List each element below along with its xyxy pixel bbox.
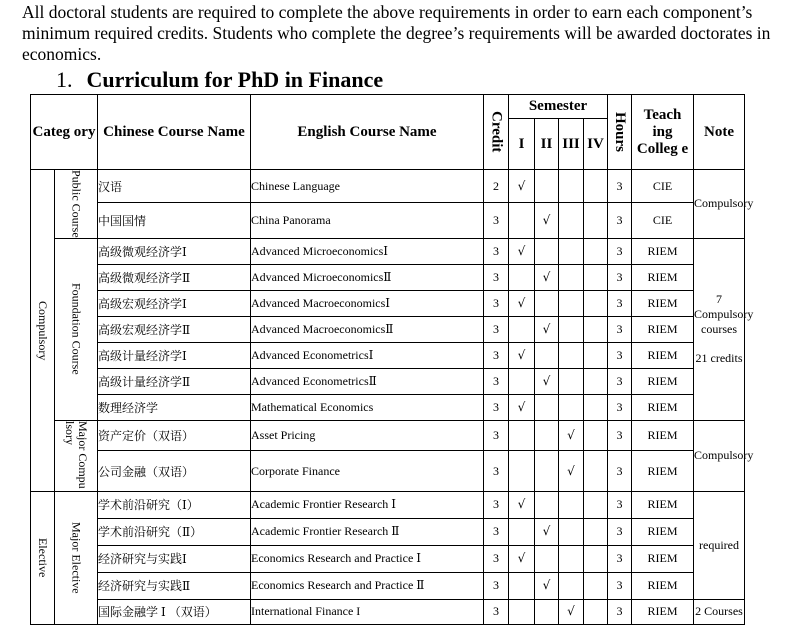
note-major-text: Compulsory (694, 448, 754, 463)
semester-3-cell (559, 368, 584, 394)
chinese-course-name: 资产定价（双语） (98, 420, 251, 451)
semester-1-cell (509, 170, 535, 203)
chinese-course-name: 学术前沿研究（Ⅱ） (98, 518, 251, 545)
semester-1-cell (509, 368, 535, 394)
group-public-course: Public Course (69, 170, 84, 238)
teaching-college: RIEM (632, 451, 694, 491)
semester-2-cell (535, 264, 559, 290)
section-heading (56, 67, 383, 93)
teaching-college: RIEM (632, 545, 694, 572)
check-mark-icon: √ (542, 373, 551, 388)
note-major-elective (694, 491, 745, 599)
semester-1-cell (509, 316, 535, 342)
intro-paragraph: All doctoral students are required to complete the above requirements in order to earn each component’s minimum required credits. Students who complete the degree’s requirements will be awarded doctorates in economics. (22, 2, 771, 64)
credit-value: 3 (484, 203, 509, 238)
note-last (694, 599, 745, 624)
chinese-course-name: 中国国情 (98, 203, 251, 238)
teaching-college: RIEM (632, 368, 694, 394)
credit-value: 3 (484, 599, 509, 624)
header-credit (484, 95, 509, 170)
semester-3-cell (559, 545, 584, 572)
english-course-name: Asset Pricing (251, 420, 484, 451)
credit-value: 2 (484, 170, 509, 203)
semester-4-cell (584, 451, 608, 491)
table-row (31, 170, 745, 203)
check-mark-icon: √ (517, 347, 526, 362)
header-semester: Semester (509, 95, 608, 119)
hours-value: 3 (608, 420, 632, 451)
check-mark-icon: √ (542, 269, 551, 284)
category-elective: Elective (36, 538, 50, 578)
semester-1-cell (509, 238, 535, 264)
table-row (31, 316, 745, 342)
semester-2-cell (535, 316, 559, 342)
credit-value: 3 (484, 451, 509, 491)
semester-3-cell (559, 394, 584, 420)
semester-3-cell (559, 599, 584, 624)
table-row (31, 599, 745, 624)
teaching-college: RIEM (632, 599, 694, 624)
note-last-text: 2 Courses (695, 604, 743, 619)
semester-1-cell (509, 342, 535, 368)
check-mark-icon: √ (542, 578, 551, 593)
check-mark-icon: √ (542, 524, 551, 539)
semester-4-cell (584, 316, 608, 342)
table-row (31, 491, 745, 518)
semester-3-cell (559, 203, 584, 238)
hours-value: 3 (608, 545, 632, 572)
header-credit-label: Credit (488, 111, 505, 153)
english-course-name: China Panorama (251, 203, 484, 238)
chinese-course-name: 经济研究与实践Ⅱ (98, 572, 251, 599)
table-row (31, 420, 745, 451)
note-public (694, 170, 754, 239)
table-row (31, 368, 745, 394)
group-foundation-course: Foundation Course (69, 283, 84, 375)
semester-1-cell (509, 599, 535, 624)
teaching-college: RIEM (632, 518, 694, 545)
section-number: 1. (56, 67, 73, 92)
english-course-name: Advanced MicroeconomicsⅠ (251, 238, 484, 264)
semester-4-cell (584, 599, 608, 624)
english-course-name: Advanced MacroeconomicsⅡ (251, 316, 484, 342)
header-semester-1: I (509, 119, 535, 170)
english-course-name: Advanced MacroeconomicsⅠ (251, 290, 484, 316)
note-foundation-text: Compulsory courses (694, 307, 754, 337)
check-mark-icon: √ (517, 178, 526, 193)
header-hours (608, 95, 632, 170)
semester-1-cell (509, 572, 535, 599)
hours-value: 3 (608, 238, 632, 264)
semester-2-cell (535, 342, 559, 368)
chinese-course-name: 高级宏观经济学Ⅱ (98, 316, 251, 342)
group-major-compulsory-cell (55, 420, 98, 491)
semester-1-cell (509, 290, 535, 316)
teaching-college: RIEM (632, 420, 694, 451)
group-foundation-course-cell (55, 238, 98, 420)
semester-4-cell (584, 572, 608, 599)
semester-3-cell (559, 316, 584, 342)
semester-3-cell (559, 342, 584, 368)
group-major-elective-cell (55, 491, 98, 624)
semester-2-cell (535, 599, 559, 624)
table-row (31, 264, 745, 290)
semester-2-cell (535, 170, 559, 203)
group-public-course-cell (55, 170, 98, 239)
check-mark-icon: √ (542, 321, 551, 336)
check-mark-icon: √ (542, 212, 551, 227)
hours-value: 3 (608, 264, 632, 290)
semester-1-cell (509, 545, 535, 572)
english-course-name: Advanced MicroeconomicsⅡ (251, 264, 484, 290)
credit-value: 3 (484, 238, 509, 264)
semester-1-cell (509, 394, 535, 420)
chinese-course-name: 高级微观经济学Ⅱ (98, 264, 251, 290)
semester-4-cell (584, 491, 608, 518)
semester-2-cell (535, 368, 559, 394)
curriculum-table (30, 94, 754, 625)
header-semester-3: III (559, 119, 584, 170)
note-major-elective-text: required (699, 537, 739, 552)
semester-4-cell (584, 545, 608, 572)
group-major-elective: Major Elective (69, 521, 84, 594)
check-mark-icon: √ (567, 604, 575, 619)
english-course-name: International Finance I (251, 599, 484, 624)
hours-value: 3 (608, 290, 632, 316)
header-semester-4: IV (584, 119, 608, 170)
note-major (694, 420, 754, 491)
semester-1-cell (509, 491, 535, 518)
category-elective-cell (31, 491, 55, 624)
hours-value: 3 (608, 451, 632, 491)
credit-value: 3 (484, 572, 509, 599)
hours-value: 3 (608, 342, 632, 368)
hours-value: 3 (608, 394, 632, 420)
semester-3-cell (559, 290, 584, 316)
header-row-1 (31, 95, 745, 119)
credit-value: 3 (484, 420, 509, 451)
semester-3-cell (559, 264, 584, 290)
semester-1-cell (509, 264, 535, 290)
credit-value: 3 (484, 394, 509, 420)
semester-4-cell (584, 394, 608, 420)
chinese-course-name: 国际金融学 Ⅰ （双语） (98, 599, 251, 624)
chinese-course-name: 高级计量经济学Ⅱ (98, 368, 251, 394)
table-row (31, 238, 745, 264)
chinese-course-name: 数理经济学 (98, 394, 251, 420)
hours-value: 3 (608, 572, 632, 599)
semester-3-cell (559, 518, 584, 545)
semester-2-cell (535, 238, 559, 264)
header-note: Note (694, 95, 745, 170)
credit-value: 3 (484, 518, 509, 545)
english-course-name: Mathematical Economics (251, 394, 484, 420)
table-row (31, 451, 745, 491)
check-mark-icon: √ (567, 463, 575, 478)
check-mark-icon: √ (567, 428, 575, 443)
chinese-course-name: 公司金融（双语） (98, 451, 251, 491)
note-foundation-count: 7 (716, 292, 722, 307)
teaching-college: RIEM (632, 572, 694, 599)
note-foundation-credits: 21 credits (695, 351, 743, 366)
teaching-college: RIEM (632, 264, 694, 290)
header-semester-2: II (535, 119, 559, 170)
teaching-college: CIE (632, 203, 694, 238)
teaching-college: CIE (632, 170, 694, 203)
hours-value: 3 (608, 170, 632, 203)
credit-value: 3 (484, 368, 509, 394)
english-course-name: Academic Frontier Research Ⅰ (251, 491, 484, 518)
semester-4-cell (584, 290, 608, 316)
credit-value: 3 (484, 545, 509, 572)
hours-value: 3 (608, 316, 632, 342)
header-category: Categ ory (31, 95, 98, 170)
english-course-name: Academic Frontier Research Ⅱ (251, 518, 484, 545)
check-mark-icon: √ (517, 551, 526, 566)
hours-value: 3 (608, 203, 632, 238)
semester-1-cell (509, 518, 535, 545)
section-title: Curriculum for PhD in Finance (86, 67, 384, 92)
teaching-college: RIEM (632, 316, 694, 342)
hours-value: 3 (608, 491, 632, 518)
teaching-college: RIEM (632, 238, 694, 264)
semester-1-cell (509, 203, 535, 238)
table-row (31, 290, 745, 316)
chinese-course-name: 高级计量经济学Ⅰ (98, 342, 251, 368)
semester-1-cell (509, 420, 535, 451)
credit-value: 3 (484, 491, 509, 518)
credit-value: 3 (484, 316, 509, 342)
chinese-course-name: 经济研究与实践Ⅰ (98, 545, 251, 572)
semester-3-cell (559, 420, 584, 451)
semester-3-cell (559, 170, 584, 203)
semester-3-cell (559, 491, 584, 518)
teaching-college: RIEM (632, 394, 694, 420)
curriculum-body (31, 170, 754, 625)
hours-value: 3 (608, 368, 632, 394)
english-course-name: Economics Research and Practice Ⅱ (251, 572, 484, 599)
chinese-course-name: 学术前沿研究（Ⅰ） (98, 491, 251, 518)
teaching-college: RIEM (632, 290, 694, 316)
check-mark-icon: √ (517, 295, 526, 310)
semester-4-cell (584, 203, 608, 238)
semester-2-cell (535, 451, 559, 491)
chinese-course-name: 高级宏观经济学Ⅰ (98, 290, 251, 316)
semester-2-cell (535, 394, 559, 420)
hours-value: 3 (608, 599, 632, 624)
table-row (31, 518, 745, 545)
credit-value: 3 (484, 264, 509, 290)
table-row (31, 394, 745, 420)
semester-2-cell (535, 290, 559, 316)
english-course-name: Corporate Finance (251, 451, 484, 491)
semester-2-cell (535, 420, 559, 451)
group-major-compulsory: Major Compu lsory (63, 420, 90, 489)
chinese-course-name: 汉语 (98, 170, 251, 203)
semester-4-cell (584, 170, 608, 203)
teaching-college: RIEM (632, 342, 694, 368)
category-compulsory-cell (31, 170, 55, 492)
semester-2-cell (535, 203, 559, 238)
table-row (31, 545, 745, 572)
table-row (31, 342, 745, 368)
chinese-course-name: 高级微观经济学Ⅰ (98, 238, 251, 264)
note-foundation (694, 238, 754, 420)
table-row (31, 572, 745, 599)
semester-2-cell (535, 491, 559, 518)
credit-value: 3 (484, 342, 509, 368)
semester-4-cell (584, 518, 608, 545)
header-teaching-college: Teach ing Colleg e (632, 95, 694, 170)
teaching-college: RIEM (632, 491, 694, 518)
semester-3-cell (559, 451, 584, 491)
english-course-name: Economics Research and Practice Ⅰ (251, 545, 484, 572)
semester-4-cell (584, 264, 608, 290)
english-course-name: Advanced EconometricsⅠ (251, 342, 484, 368)
semester-1-cell (509, 451, 535, 491)
semester-3-cell (559, 572, 584, 599)
note-public-text: Compulsory (694, 196, 754, 211)
english-course-name: Advanced EconometricsⅡ (251, 368, 484, 394)
check-mark-icon: √ (517, 497, 526, 512)
table-row (31, 203, 745, 238)
hours-value: 3 (608, 518, 632, 545)
header-chinese-name: Chinese Course Name (98, 95, 251, 170)
semester-4-cell (584, 238, 608, 264)
semester-4-cell (584, 342, 608, 368)
semester-2-cell (535, 545, 559, 572)
category-compulsory: Compulsory (36, 300, 50, 360)
credit-value: 3 (484, 290, 509, 316)
header-english-name: English Course Name (251, 95, 484, 170)
english-course-name: Chinese Language (251, 170, 484, 203)
header-hours-label: Hours (612, 111, 628, 152)
semester-2-cell (535, 572, 559, 599)
semester-2-cell (535, 518, 559, 545)
semester-3-cell (559, 238, 584, 264)
check-mark-icon: √ (517, 243, 526, 258)
check-mark-icon: √ (517, 399, 526, 414)
semester-4-cell (584, 368, 608, 394)
semester-4-cell (584, 420, 608, 451)
